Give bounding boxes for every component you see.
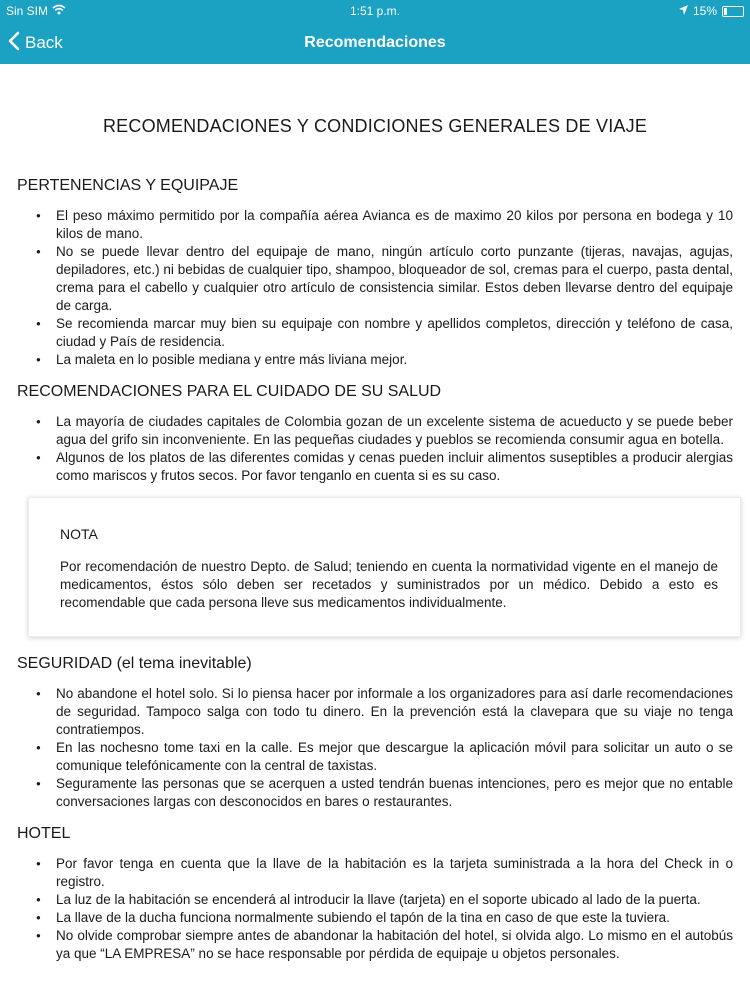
note-text: Por recomendación de nuestro Depto. de Salud; teniendo en cuenta la normatividad vigente en el manejo de medicamentos, éstos sólo deben ser recetados y suministrados por un médico. Debido a esto es recomendable que cada persona lleve sus medicamentos individualmente. (60, 559, 718, 610)
status-right (679, 4, 744, 18)
carrier-label: Sin SIM (6, 4, 49, 18)
list-item: ● Por favor tenga en cuenta que la llave de la habitación es la tarjeta suministrada a la hora del Check in o registro. (17, 855, 733, 891)
section-list-hotel (17, 855, 733, 963)
list-item: ● La mayoría de ciudades capitales de Colombia gozan de un excelente sistema de acueducto y se puede beber agua del grifo sin inconveniente. En las pequeñas ciudades y pueblos se recomienda consumir agua en botella. (17, 413, 733, 449)
note-title: NOTA (60, 526, 98, 542)
location-arrow-icon (679, 4, 688, 18)
list-item: ● En las nochesno tome taxi en la calle. Es mejor que descargue la aplicación móvil para solicitar un auto o se comunique telefónicamente con la central de taxistas. (17, 739, 733, 775)
content (0, 116, 750, 963)
battery-icon (722, 6, 744, 17)
section-list-seguridad (17, 685, 733, 811)
list-item: ● La maleta en lo posible mediana y entre más liviana mejor. (17, 351, 733, 369)
section-list-salud (17, 413, 733, 485)
list-item: ● No se puede llevar dentro del equipaje de mano, ningún artículo corto punzante (tijeras, navajas, agujas, depiladores, etc.) ni bebidas de cualquier tipo, shampoo, bloqueador de sol, cremas para el cuerpo, pasta dental, crema para el cabello y cualquier otro artículo de consistencia similar. Estos deben llevarse dentro del equipaje de carga. (17, 243, 733, 315)
list-item: ● La llave de la ducha funciona normalmente subiendo el tapón de la tina en caso de que este la tuviera. (17, 909, 733, 927)
nav-title: Recomendaciones (304, 34, 446, 51)
section-title-equipaje: PERTENENCIAS Y EQUIPAJE (17, 177, 239, 194)
back-label: Back (25, 33, 63, 52)
battery-percent: 15% (692, 4, 717, 18)
list-item: ● No abandone el hotel solo. Si lo piensa hacer por informale a los organizadores para así darle recomendaciones de seguridad. Tampoco salga con todo tu dinero. En la prevención está la clavepara que su viaje no tenga contratiempos. (17, 685, 733, 739)
section-title-seguridad: SEGURIDAD (el tema inevitable) (17, 655, 252, 672)
list-item: ● Algunos de los platos de las diferentes comidas y cenas pueden incluir alimentos suseptibles a producir alergias como mariscos y frutos secos. Por favor tenganlo en cuenta si es su caso. (17, 449, 733, 485)
note-card (28, 497, 741, 637)
section-title-salud: RECOMENDACIONES PARA EL CUIDADO DE SU SALUD (17, 383, 442, 400)
section-title-hotel: HOTEL (17, 825, 71, 842)
list-item: ● Se recomienda marcar muy bien su equipaje con nombre y apellidos completos, dirección y teléfono de casa, ciudad y País de residencia. (17, 315, 733, 351)
list-item: ● No olvide comprobar siempre antes de abandonar la habitación del hotel, si olvida algo. Lo mismo en el autobús ya que “LA EMPRESA” no se hace responsable por pérdida de equipaje u objetos personales. (17, 927, 733, 963)
nav-bar (0, 22, 750, 64)
list-item: ● El peso máximo permitido por la compañía aérea Avianca es de maximo 20 kilos por persona en bodega y 10 kilos de mano. (17, 207, 733, 243)
status-bar (0, 0, 750, 22)
status-time: 1:51 p.m. (349, 4, 401, 18)
list-item: ● Seguramente las personas que se acerquen a usted tendrán buenas intenciones, pero es mejor que no entable conversaciones largas con desconocidos en bares o restaurantes. (17, 775, 733, 811)
section-list-equipaje (17, 207, 733, 369)
page-title: RECOMENDACIONES Y CONDICIONES GENERALES DE VIAJE (102, 116, 648, 136)
list-item: ● La luz de la habitación se encenderá al introducir la llave (tarjeta) en el soporte ubicado al lado de la puerta. (17, 891, 733, 909)
